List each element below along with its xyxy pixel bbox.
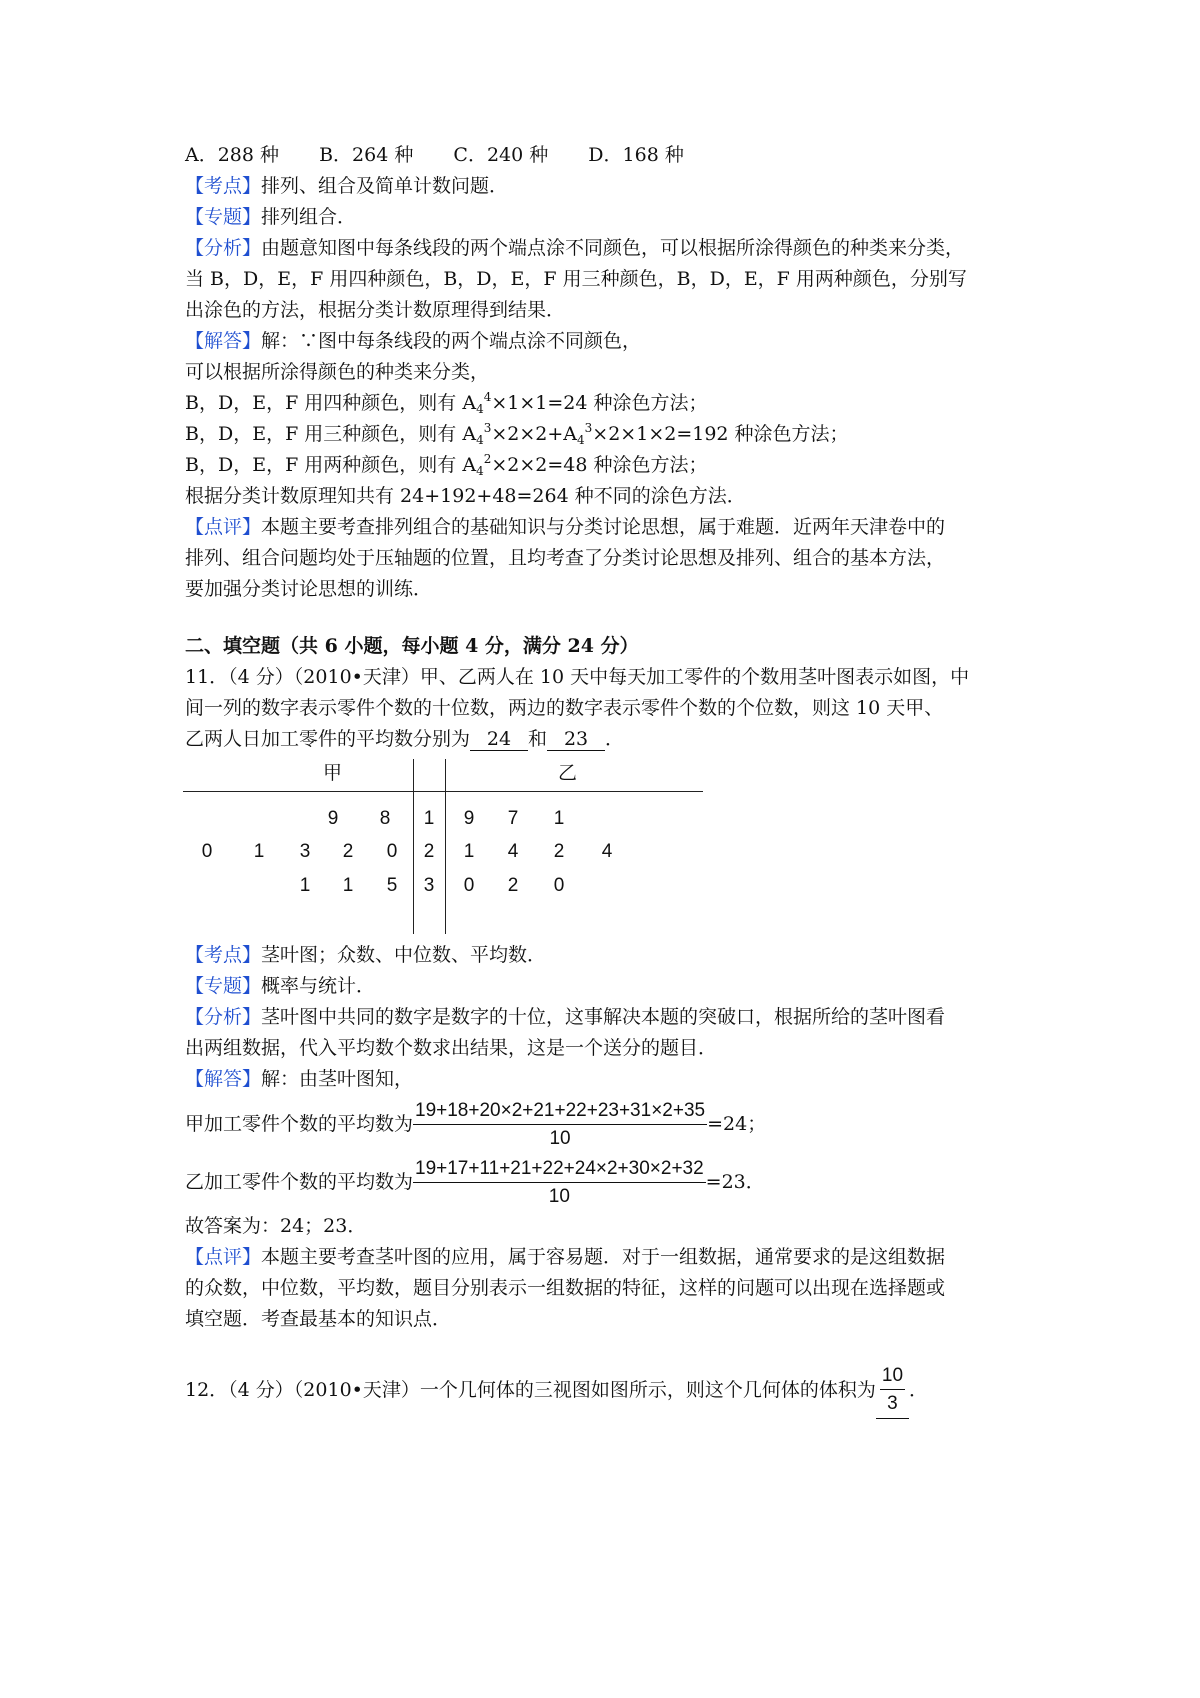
fenxi-text: 由题意知图中每条线段的两个端点涂不同颜色，可以根据所涂得颜色的种类来分类， — [261, 237, 965, 259]
q10-options — [185, 140, 1045, 171]
header-yi: 乙 — [558, 763, 578, 784]
q11-dianping-3: 填空题．考查最基本的知识点． — [185, 1308, 452, 1330]
option-c: C．240 种 — [453, 144, 549, 166]
q10-dianping-2: 排列、组合问题均处于压轴题的位置，且均考查了分类讨论思想及排列、组合的基本方法， — [185, 547, 946, 569]
jieda-tag: 【解答】 — [185, 1068, 262, 1090]
kaodian-text: 茎叶图；众数、中位数、平均数． — [261, 944, 547, 966]
option-a: A．288 种 — [185, 144, 280, 166]
formula-text: ×1×1=24 种涂色方法； — [491, 392, 708, 414]
answer-blank-2: 23 — [547, 728, 605, 751]
dianping-tag: 【点评】 — [185, 1246, 262, 1268]
formula-text: B，D，E，F 用两种颜色，则有 A — [185, 454, 477, 476]
stem-text: 12．（4 分）（2010•天津）一个几何体的三视图如图所示，则这个几何体的体积为 — [185, 1379, 876, 1401]
q10-dianping — [185, 512, 1045, 543]
answer-fraction — [876, 1363, 909, 1419]
option-b: B．264 种 — [319, 144, 414, 166]
answer-blank-1: 24 — [470, 728, 528, 751]
q10-jieda-4 — [185, 419, 1045, 450]
q11-kaodian — [185, 940, 1045, 971]
leaf-left: 2 — [342, 841, 354, 862]
dianping-tag: 【点评】 — [185, 516, 262, 538]
kaodian-tag: 【考点】 — [185, 175, 262, 197]
leaf-right: 4 — [601, 841, 613, 862]
leaf-left: 9 — [327, 808, 339, 829]
leaf-right: 1 — [463, 841, 475, 862]
dianping-text: 本题主要考查茎叶图的应用，属于容易题．对于一组数据，通常要求的是这组数据 — [261, 1246, 946, 1268]
q12-stem — [185, 1361, 1045, 1419]
q10-fenxi — [185, 233, 1045, 264]
formula-label: 乙加工零件个数的平均数为 — [185, 1171, 414, 1193]
q11-zhuanti — [185, 971, 1045, 1002]
fenxi-tag: 【分析】 — [185, 237, 262, 259]
leaf-left: 0 — [386, 841, 398, 862]
stem-text: ． — [605, 728, 625, 750]
stem-text: 和 — [528, 728, 548, 750]
formula-text: B，D，E，F 用四种颜色，则有 A — [185, 392, 477, 414]
leaf-left: 5 — [386, 875, 398, 896]
formula-text: ×2×2+A — [491, 423, 578, 445]
option-d: D．168 种 — [588, 144, 684, 166]
leaf-right: 1 — [553, 808, 565, 829]
dianping-text: 本题主要考查排列组合的基础知识与分类讨论思想，属于难题．近两年天津卷中的 — [261, 516, 946, 538]
jieda-text: 解：由茎叶图知， — [261, 1068, 414, 1090]
subscript: 4 — [476, 464, 484, 478]
formula-text: ×2×1×2=192 种涂色方法； — [592, 423, 849, 445]
q11-stem-1: 11．（4 分）（2010•天津）甲、乙两人在 10 天中每天加工零件的个数用茎叶图表示如图，中 — [185, 666, 970, 688]
leaf-right: 0 — [553, 875, 565, 896]
kaodian-tag: 【考点】 — [185, 944, 262, 966]
fraction-denominator: 3 — [887, 1393, 898, 1414]
subscript: 4 — [476, 402, 484, 416]
leaf-right: 4 — [507, 841, 519, 862]
header-jia: 甲 — [323, 763, 343, 784]
q10-jieda-3 — [185, 388, 1045, 419]
q10-jieda-2: 可以根据所涂得颜色的种类来分类， — [185, 361, 490, 383]
q11-jieda — [185, 1064, 1045, 1095]
document-page — [185, 140, 1045, 1419]
stem-text: 乙两人日加工零件的平均数分别为 — [185, 728, 471, 750]
leaf-right: 7 — [507, 808, 519, 829]
q11-dianping-2: 的众数，中位数，平均数，题目分别表示一组数据的特征，这样的问题可以出现在选择题或 — [185, 1277, 946, 1299]
superscript: 2 — [483, 452, 492, 466]
stem-value: 1 — [423, 808, 435, 829]
fraction-denominator: 10 — [549, 1127, 571, 1149]
formula-label: 甲加工零件个数的平均数为 — [185, 1113, 414, 1135]
formula-text: ×2×2=48 种涂色方法； — [491, 454, 708, 476]
formula-result: =23． — [705, 1171, 765, 1193]
q11-jia-mean — [185, 1095, 1045, 1153]
q10-dianping-3: 要加强分类讨论思想的训练． — [185, 578, 433, 600]
stem-text: ． — [909, 1379, 929, 1401]
subscript: 4 — [476, 433, 484, 447]
stem-divider-right — [445, 759, 446, 934]
leaf-right: 9 — [463, 808, 475, 829]
jieda-tag: 【解答】 — [185, 330, 262, 352]
header-divider — [183, 791, 703, 792]
fraction-denominator: 10 — [548, 1185, 570, 1207]
leaf-right: 2 — [507, 875, 519, 896]
leaf-left: 3 — [299, 841, 311, 862]
formula-result: =24； — [707, 1113, 767, 1135]
q10-kaodian — [185, 171, 1045, 202]
jieda-text: 解：∵图中每条线段的两个端点涂不同颜色， — [261, 330, 642, 352]
superscript: 3 — [483, 421, 492, 435]
fraction-numerator: 19+18+20×2+21+22+23+31×2+35 — [413, 1098, 707, 1125]
kaodian-text: 排列、组合及简单计数问题． — [261, 175, 509, 197]
fenxi-text: 茎叶图中共同的数字是数字的十位，这事解决本题的突破口，根据所给的茎叶图看 — [261, 1006, 946, 1028]
formula-text: B，D，E，F 用三种颜色，则有 A — [185, 423, 477, 445]
q11-dianping — [185, 1242, 1045, 1273]
q10-jieda-5 — [185, 450, 1045, 481]
stem-divider-left — [413, 759, 414, 934]
q11-answer: 故答案为：24；23． — [185, 1215, 367, 1237]
fraction — [413, 1098, 707, 1153]
fraction — [413, 1156, 706, 1211]
zhuanti-text: 排列组合． — [261, 206, 357, 228]
q10-jieda-6: 根据分类计数原理知共有 24+192+48=264 种不同的涂色方法． — [185, 485, 746, 507]
superscript: 4 — [483, 390, 492, 404]
q10-fenxi-3: 出涂色的方法，根据分类计数原理得到结果． — [185, 299, 566, 321]
subscript: 4 — [577, 433, 585, 447]
fraction-numerator: 19+17+11+21+22+24×2+30×2+32 — [413, 1156, 706, 1183]
stem-leaf-plot — [183, 759, 703, 934]
fraction-numerator: 10 — [880, 1363, 905, 1390]
q10-jieda — [185, 326, 1045, 357]
leaf-left: 1 — [299, 875, 311, 896]
zhuanti-tag: 【专题】 — [185, 975, 262, 997]
leaf-left: 1 — [253, 841, 265, 862]
stem-value: 3 — [423, 875, 435, 896]
q11-fenxi-2: 出两组数据，代入平均数个数求出结果，这是一个送分的题目． — [185, 1037, 718, 1059]
q10-zhuanti — [185, 202, 1045, 233]
superscript: 3 — [584, 421, 593, 435]
leaf-left: 1 — [342, 875, 354, 896]
leaf-left: 8 — [379, 808, 391, 829]
q11-fenxi — [185, 1002, 1045, 1033]
q11-stem-3 — [185, 724, 1045, 755]
zhuanti-text: 概率与统计． — [261, 975, 376, 997]
leaf-right: 2 — [553, 841, 565, 862]
leaf-left: 0 — [201, 841, 213, 862]
section-title: 二、填空题（共 6 小题，每小题 4 分，满分 24 分） — [185, 635, 639, 657]
zhuanti-tag: 【专题】 — [185, 206, 262, 228]
stem-value: 2 — [423, 841, 435, 862]
q10-fenxi-2: 当 B，D，E，F 用四种颜色，B，D，E，F 用三种颜色，B，D，E，F 用两种颜色，分别写 — [185, 268, 967, 290]
leaf-right: 0 — [463, 875, 475, 896]
fenxi-tag: 【分析】 — [185, 1006, 262, 1028]
q11-yi-mean — [185, 1153, 1045, 1211]
q11-stem-2: 间一列的数字表示零件个数的十位数，两边的数字表示零件个数的个位数，则这 10 天甲、 — [185, 697, 944, 719]
